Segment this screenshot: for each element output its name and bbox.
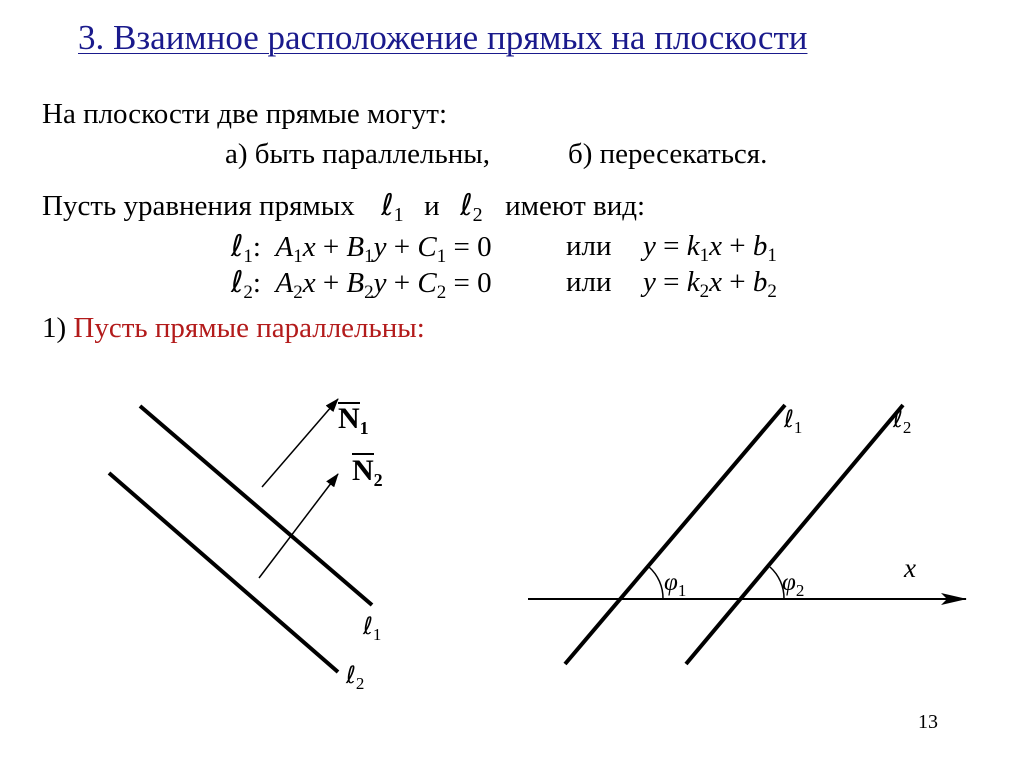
right-figure [528,405,966,664]
angle-1-label [664,570,686,599]
right-l1-sub: 1 [793,418,803,437]
let-prefix: Пусть уравнения прямых [42,190,355,222]
eq1-rhs: 0 [477,231,492,263]
normal-vector-1 [262,399,338,487]
equation-line1: ℓ$_1$: $A_1x + B_1y + C_1 = 0$ [231,229,492,267]
left-l2-sub: 2 [355,674,365,693]
eq2-b: b [752,266,768,298]
eq2-rhs: 0 [477,267,492,299]
and-word: и [424,190,440,222]
normal-2-letter: N [352,454,374,487]
have-form-text: имеют вид: [505,190,646,222]
angle-2-phi: φ [782,569,796,596]
equation-line2: ℓ$_2$: $A_2x + B_2y + C_2 = 0$ [231,265,492,303]
left-line1-label [363,614,381,643]
eq1-or: или [566,230,612,262]
page-number: 13 [918,711,938,733]
eq2-k-sub: 2 [699,281,710,302]
eq1-b: b [752,230,768,262]
left-line2-label [346,663,364,692]
eq2-A: A [275,267,294,299]
normal-1-sub: 1 [359,418,369,438]
angle-arc-1 [649,567,663,599]
left-l1-ell: ℓ [363,612,373,640]
intro-text: На плоскости две прямые могут: [42,98,447,130]
eq2-or: или [566,266,612,298]
angle-1-sub: 1 [677,581,687,600]
eq1-B-sub: 1 [364,246,374,267]
eq1-C: C [417,231,437,263]
eq2-B-sub: 2 [364,282,374,303]
eq2-C-sub: 2 [436,282,447,303]
eq1-ell: ℓ [231,229,244,264]
normal-2-sub: 2 [373,470,383,490]
slide-title: 3. Взаимное расположение прямых на плоскости [78,18,808,57]
eq1-C-sub: 1 [436,246,447,267]
line2-symbol-sub: 2 [472,204,483,226]
eq1-B: B [346,231,365,263]
left-l2-ell: ℓ [346,661,356,689]
line-l1 [565,405,785,664]
eq1-k-sub: 1 [699,245,710,266]
eq2-ell-sub: 2 [243,282,253,303]
normal-vector-2 [259,474,338,578]
eq2-B: B [346,267,365,299]
right-l1-ell: ℓ [784,405,794,433]
angle-2-sub: 2 [795,581,805,600]
eq2-A-sub: 2 [293,282,303,303]
right-l2-ell: ℓ [893,405,903,433]
eq2-C: C [417,267,437,299]
right-line2-label [893,407,911,436]
eq1-k: k [686,230,700,262]
parallel-line-2 [109,473,338,672]
eq1-ell-sub: 1 [243,246,253,267]
line1-symbol-sub: 1 [393,204,404,226]
option-a: а) быть параллельны, [225,138,490,170]
line2-symbol: ℓ [460,188,473,223]
x-axis-label: x [904,553,916,583]
eq1-A: A [275,231,294,263]
eq1-A-sub: 1 [293,246,303,267]
line1-symbol: ℓ [381,188,394,223]
equation-line2-slope: $y = k_2x + b_2$ [643,266,777,302]
angle-2-label [782,570,804,599]
case1-text: Пусть прямые параллельны: [73,312,425,344]
eq2-b-sub: 2 [767,281,777,302]
left-l1-sub: 1 [372,625,382,644]
eq1-b-sub: 1 [767,245,777,266]
right-line1-label [784,407,802,436]
left-figure [109,399,374,672]
line-l2 [686,405,903,664]
eq2-k: k [686,266,700,298]
angle-1-phi: φ [664,569,678,596]
case1-number: 1) [42,312,67,344]
normal-1-letter: N [338,402,360,435]
eq2-ell: ℓ [231,265,244,300]
normal-1-label [338,404,369,437]
normal-2-label [352,456,383,489]
right-l2-sub: 2 [902,418,912,437]
equation-line1-slope: $y = k_1x + b_1$ [643,230,777,266]
option-b: б) пересекаться. [568,138,768,170]
